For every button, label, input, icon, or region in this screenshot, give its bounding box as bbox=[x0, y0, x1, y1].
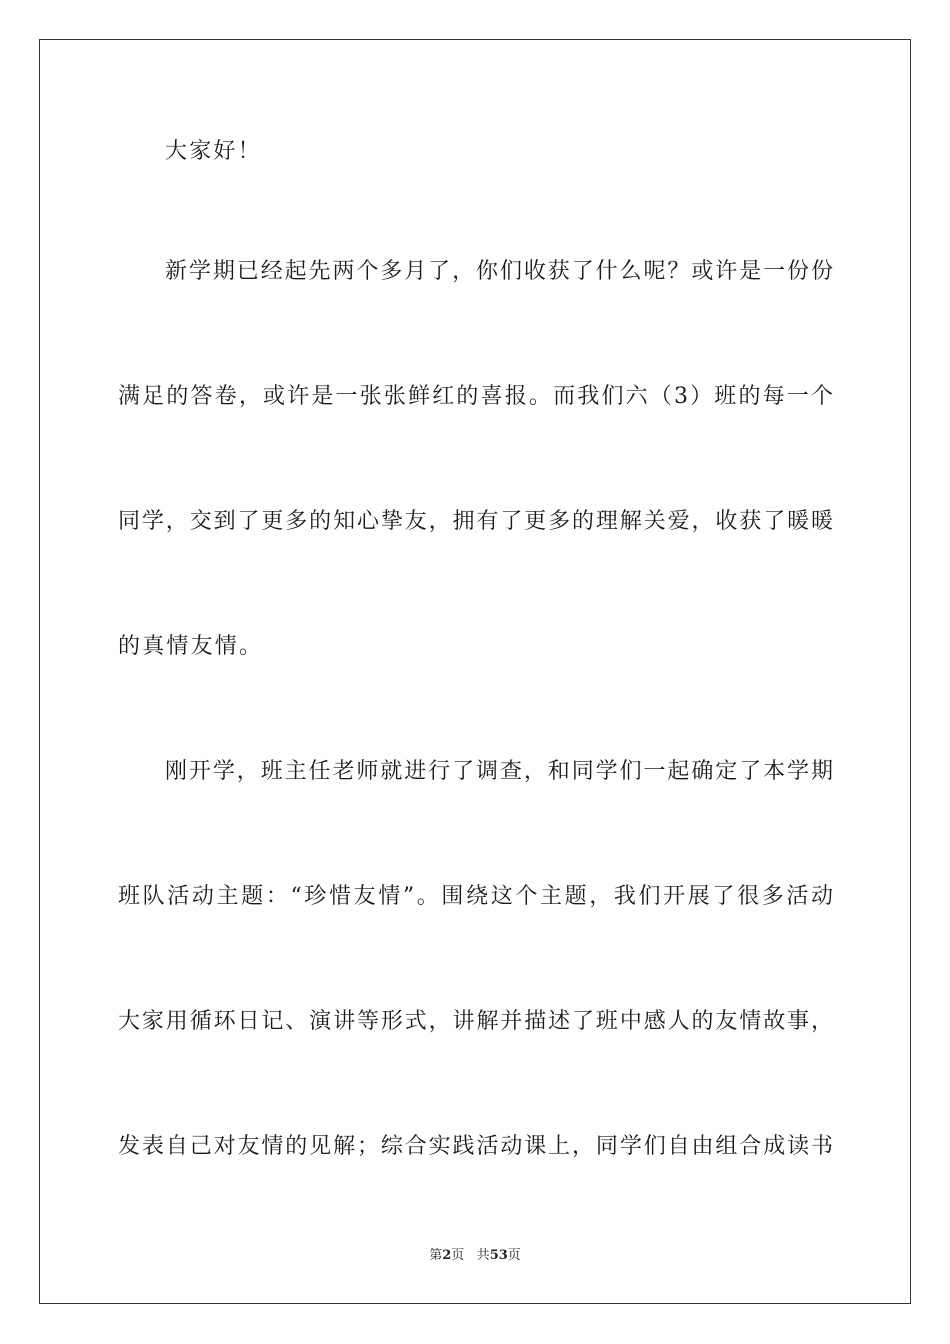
paragraph-line: 满足的答卷，或许是一张张鲜红的喜报。而我们六（3）班的每一个 bbox=[118, 384, 833, 409]
footer-page-suffix: 页 bbox=[451, 1248, 465, 1263]
footer-page-prefix: 第 bbox=[429, 1248, 443, 1263]
paragraph-line: 大家用循环日记、演讲等形式，讲解并描述了班中感人的友情故事， bbox=[118, 1009, 833, 1034]
greeting-line: 大家好！ bbox=[165, 139, 262, 164]
page-footer bbox=[0, 1247, 950, 1265]
paragraph-line: 的真情友情。 bbox=[118, 634, 264, 659]
paragraph-line: 同学，交到了更多的知心挚友，拥有了更多的理解关爱，收获了暖暖 bbox=[118, 509, 833, 534]
footer-total-number: 53 bbox=[489, 1248, 508, 1263]
footer-total-prefix: 共 bbox=[476, 1248, 490, 1263]
page-frame bbox=[39, 39, 911, 1304]
paragraph-line: 班队活动主题：“珍惜友情”。围绕这个主题，我们开展了很多活动 bbox=[118, 884, 833, 909]
paragraph-line: 发表自己对友情的见解；综合实践活动课上，同学们自由组合成读书 bbox=[118, 1134, 833, 1159]
paragraph-line: 刚开学，班主任老师就进行了调查，和同学们一起确定了本学期 bbox=[165, 759, 833, 784]
footer-total-suffix: 页 bbox=[507, 1248, 521, 1263]
footer-page-number: 2 bbox=[442, 1248, 452, 1263]
paragraph-line: 新学期已经起先两个多月了，你们收获了什么呢？或许是一份份 bbox=[165, 259, 833, 284]
